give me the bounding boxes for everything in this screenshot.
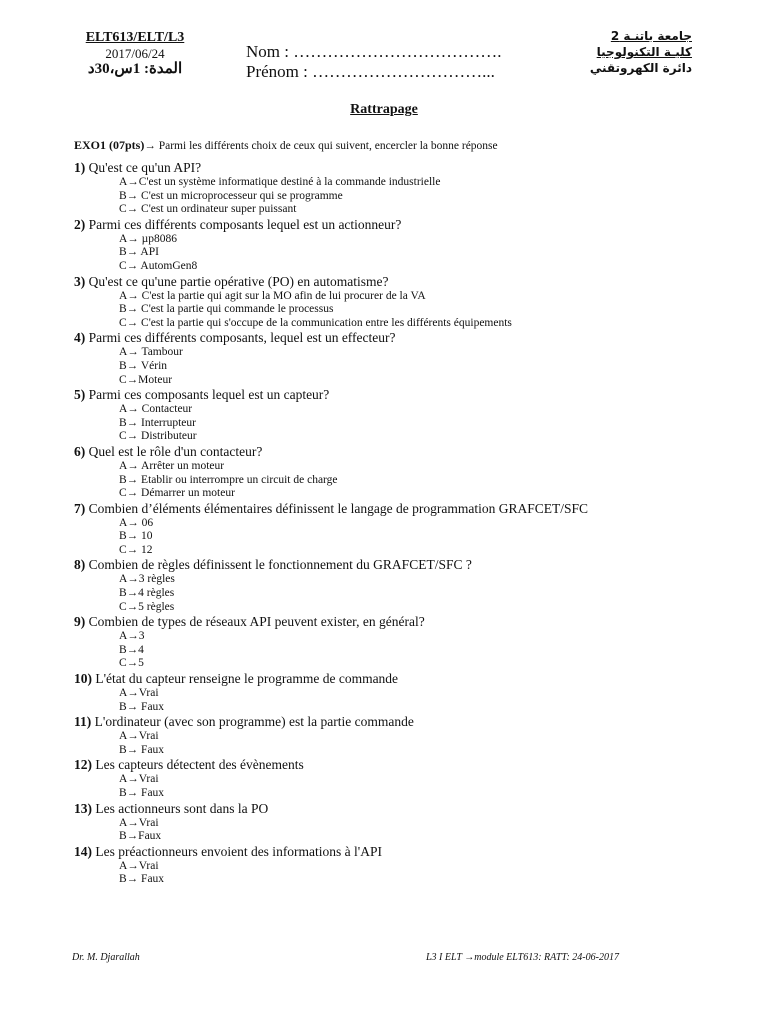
question-item [74,671,714,714]
question-number: 3) [74,273,86,289]
exam-date: 2017/06/24 [105,46,165,61]
answer-option[interactable]: A→Vrai [119,730,159,743]
answer-option[interactable]: B→ Etablir ou interrompre un circuit de charge [119,473,338,486]
question-number: 5) [74,387,86,403]
answer-option[interactable]: A→Vrai [119,859,159,872]
course-code: ELT613/ELT/L3 [85,30,185,45]
question-item [74,217,714,274]
footer-course: L3 I ELT →module ELT613: RATT: 24-06-2017 [426,952,619,963]
answer-option[interactable]: B→ C'est la partie qui commande le processus [119,303,334,316]
question-number: 2) [74,216,86,232]
question-label: Les actionneurs sont dans la PO [95,800,269,816]
question-item [74,501,714,558]
answer-option[interactable]: B→ 10 [119,530,153,543]
answer-option[interactable]: B→4 règles [119,587,175,600]
question-label: Les capteurs détectent des évènements [95,757,304,773]
arrow-icon: → [144,140,156,152]
answer-option[interactable]: B→Faux [119,830,162,843]
question-number: 11) [74,714,92,730]
answer-option[interactable]: B→ Faux [119,743,165,756]
question-label: Parmi ces composants lequel est un capteur? [88,387,330,403]
question-item [74,330,714,387]
question-number: 9) [74,614,86,630]
answer-option[interactable]: C→ C'est un ordinateur super puissant [119,203,297,216]
exercise-header [74,138,498,153]
answer-option[interactable]: A→ Contacteur [119,403,193,416]
answer-option[interactable]: C→5 règles [119,600,175,613]
exercise-label: EXO1 (07pts) [74,138,145,152]
page-title: Rattrapage [350,102,418,117]
answer-option[interactable]: C→Moteur [119,373,173,386]
question-number: 13) [74,800,92,816]
question-label: Les préactionneurs envoient des informations à l'API [95,843,382,859]
question-text [74,444,714,460]
answer-option[interactable]: A→Vrai [119,687,159,700]
question-text [74,160,714,176]
question-number: 7) [74,500,86,516]
student-fields [246,42,501,82]
answer-option[interactable]: B→ Vérin [119,359,168,372]
question-text [74,557,714,573]
nom-field: Nom : ………………………………. [246,42,502,61]
question-item [74,274,714,331]
prenom-field: Prénom : …………………………... [246,62,495,81]
question-number: 8) [74,557,86,573]
question-item [74,557,714,614]
answer-option[interactable]: C→ AutomGen8 [119,259,198,272]
answer-option[interactable]: C→ C'est la partie qui s'occupe de la communication entre les différents équipements [119,316,512,329]
answer-option[interactable]: A→3 [119,630,145,643]
question-number: 4) [74,330,86,346]
question-label: Qu'est ce qu'un API? [88,160,202,175]
answer-option[interactable]: A→ 06 [119,516,154,529]
question-item [74,614,714,671]
question-text [74,757,714,773]
question-label: Quel est le rôle d'un contacteur? [88,443,263,459]
footer-author: Dr. M. Djarallah [72,952,140,963]
question-item [74,387,714,444]
question-label: Qu'est ce qu'une partie opérative (PO) en automatisme? [88,273,389,289]
question-text [74,274,714,290]
question-label: Combien de règles définissent le fonctionnement du GRAFCET/SFC ? [88,557,472,573]
answer-option[interactable]: B→ API [119,246,159,259]
answer-option[interactable]: A→C'est un système informatique destiné à la commande industrielle [119,176,441,188]
question-number: 12) [74,757,92,773]
answer-option[interactable]: A→ Tambour [119,346,183,359]
question-item [74,160,714,217]
question-text [74,671,714,687]
question-label: Combien d’éléments élémentaires définissent le langage de programmation GRAFCET/SFC [88,500,589,516]
answer-option[interactable]: C→ Distributeur [119,430,197,443]
question-text [74,714,714,730]
faculty-name: كليـة التكنولوجيا [596,45,692,59]
question-item [74,844,714,887]
answer-option[interactable]: B→ C'est un microprocesseur qui se programme [119,189,343,202]
question-label: Parmi ces différents composants, lequel est un effecteur? [88,330,396,346]
question-list [74,160,714,887]
exam-duration: المدة: 1س،30د [87,61,183,77]
answer-option[interactable]: C→ Démarrer un moteur [119,487,235,500]
question-text [74,501,714,517]
university-name: جامعة باتنـة 2 [610,29,692,43]
question-text [74,330,714,346]
question-item [74,757,714,800]
question-text [74,801,714,817]
answer-option[interactable]: A→ C'est la partie qui agit sur la MO afin de lui procurer de la VA [119,289,426,302]
exercise-instruction: Parmi les différents choix de ceux qui suivent, encercler la bonne réponse [158,140,498,152]
question-label: Parmi ces différents composants lequel est un actionneur? [88,216,402,232]
question-text [74,614,714,630]
question-number: 14) [74,843,92,859]
answer-option[interactable]: B→ Faux [119,700,165,713]
institution-info [590,28,692,76]
answer-option[interactable]: B→ Faux [119,873,165,886]
question-text [74,387,714,403]
answer-option[interactable]: B→4 [119,643,144,656]
question-number: 1) [74,160,86,175]
question-label: Combien de types de réseaux API peuvent exister, en général? [88,614,425,630]
answer-option[interactable]: C→5 [119,657,144,670]
answer-option[interactable]: C→ 12 [119,543,153,556]
question-number: 10) [74,671,92,687]
question-item [74,444,714,501]
answer-option[interactable]: A→3 règles [119,573,175,586]
question-item [74,714,714,757]
question-text [74,844,714,860]
question-number: 6) [74,443,86,459]
question-item [74,801,714,844]
answer-option[interactable]: B→ Interrupteur [119,416,196,429]
question-label: L'état du capteur renseigne le programme de commande [95,671,399,687]
answer-option[interactable]: A→Vrai [119,773,159,786]
answer-option[interactable]: A→ µp8086 [119,232,178,245]
answer-option[interactable]: B→ Faux [119,787,165,799]
department-name: دائرة الكهروتقني [589,61,692,75]
answer-option[interactable]: A→ Arrêter un moteur [119,459,225,472]
header-course-info [70,30,200,77]
question-label: L'ordinateur (avec son programme) est la partie commande [94,714,414,730]
question-text [74,217,714,233]
answer-option[interactable]: A→Vrai [119,816,159,829]
